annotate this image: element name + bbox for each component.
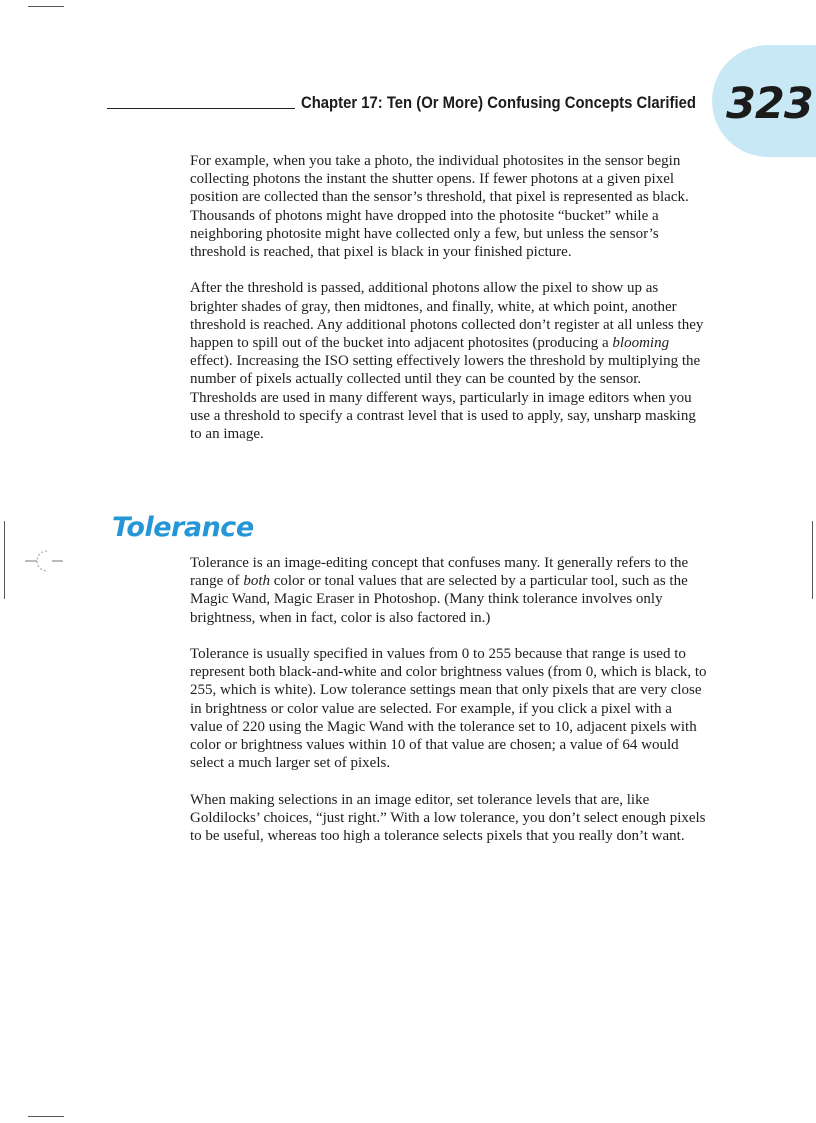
registration-mark-icon — [25, 548, 65, 574]
paragraph: When making selections in an image editor, set tolerance levels that are, like Goldilocks’ choices, “just right.” With a low tolerance, you don’t select enough pixels to be useful, whereas too high a tolerance selects pixels that you really don’t want. — [190, 791, 706, 845]
paragraph — [190, 279, 708, 443]
emphasis: blooming — [612, 335, 670, 352]
crop-mark-top-left — [28, 6, 64, 7]
paragraph: Tolerance is usually specified in values from 0 to 255 because that range is used to represent both black-and-white and color brightness values (from 0, which is black, to 255, which is white). Low tolerance settings mean that only pixels that are very close in brightness or color value are selected. For example, if you click a pixel with a value of 220 using the Magic Wand with the tolerance set to 10, adjacent pixels with color or brightness values within 10 of that value are chosen; a value of 64 would select a much larger set of pixels. — [190, 646, 707, 772]
page-number: 323 — [726, 79, 813, 129]
emphasis: both — [243, 573, 270, 590]
crop-mark-bottom-left — [28, 1116, 64, 1117]
text-run: effect). Increasing the ISO setting effectively lowers the threshold by multiplying the number of pixels actually collected until they can be counted by the sensor. Thresholds are used in many different ways, particularly in image editors when you use a threshold to specify a contrast level that is used to apply, say, unsharp masking to an image. — [190, 353, 701, 443]
section-text — [190, 554, 708, 863]
crop-mark-left-vertical — [4, 521, 5, 599]
text-run: Tolerance is an image-editing concept that confuses many. It generally refers to the range of — [190, 555, 689, 590]
paragraph: For example, when you take a photo, the individual photosites in the sensor begin collecting photons the instant the shutter opens. If fewer photons at a given pixel position are collected than the sensor’s threshold, that pixel is represented as black. Thousands of photons might have dropped into the photosite “bucket” while a neighboring photosite might have collected only a few, but unless the sensor’s threshold is reached, that pixel is black in your finished picture. — [190, 153, 689, 261]
text-run: color or tonal values that are selected by a particular tool, such as the Magic Wand, Magic Eraser in Photoshop. (Many think tolerance involves only brightness, when in fact, color is also factored in.) — [190, 573, 688, 626]
running-head-rule — [107, 108, 295, 109]
text-run: After the threshold is passed, additional photons allow the pixel to show up as brighter shades of gray, then midtones, and finally, white, at which point, another threshold is reached. Any additional photons collected don’t register at all unless they happen to spill out of the bucket into adjacent photosites (producing a — [190, 280, 704, 352]
paragraph — [190, 554, 708, 627]
section-heading: Tolerance — [112, 512, 254, 543]
crop-mark-right-vertical — [812, 521, 813, 599]
intro-text — [190, 152, 708, 461]
running-head: Chapter 17: Ten (Or More) Confusing Concepts Clarified — [301, 94, 696, 112]
